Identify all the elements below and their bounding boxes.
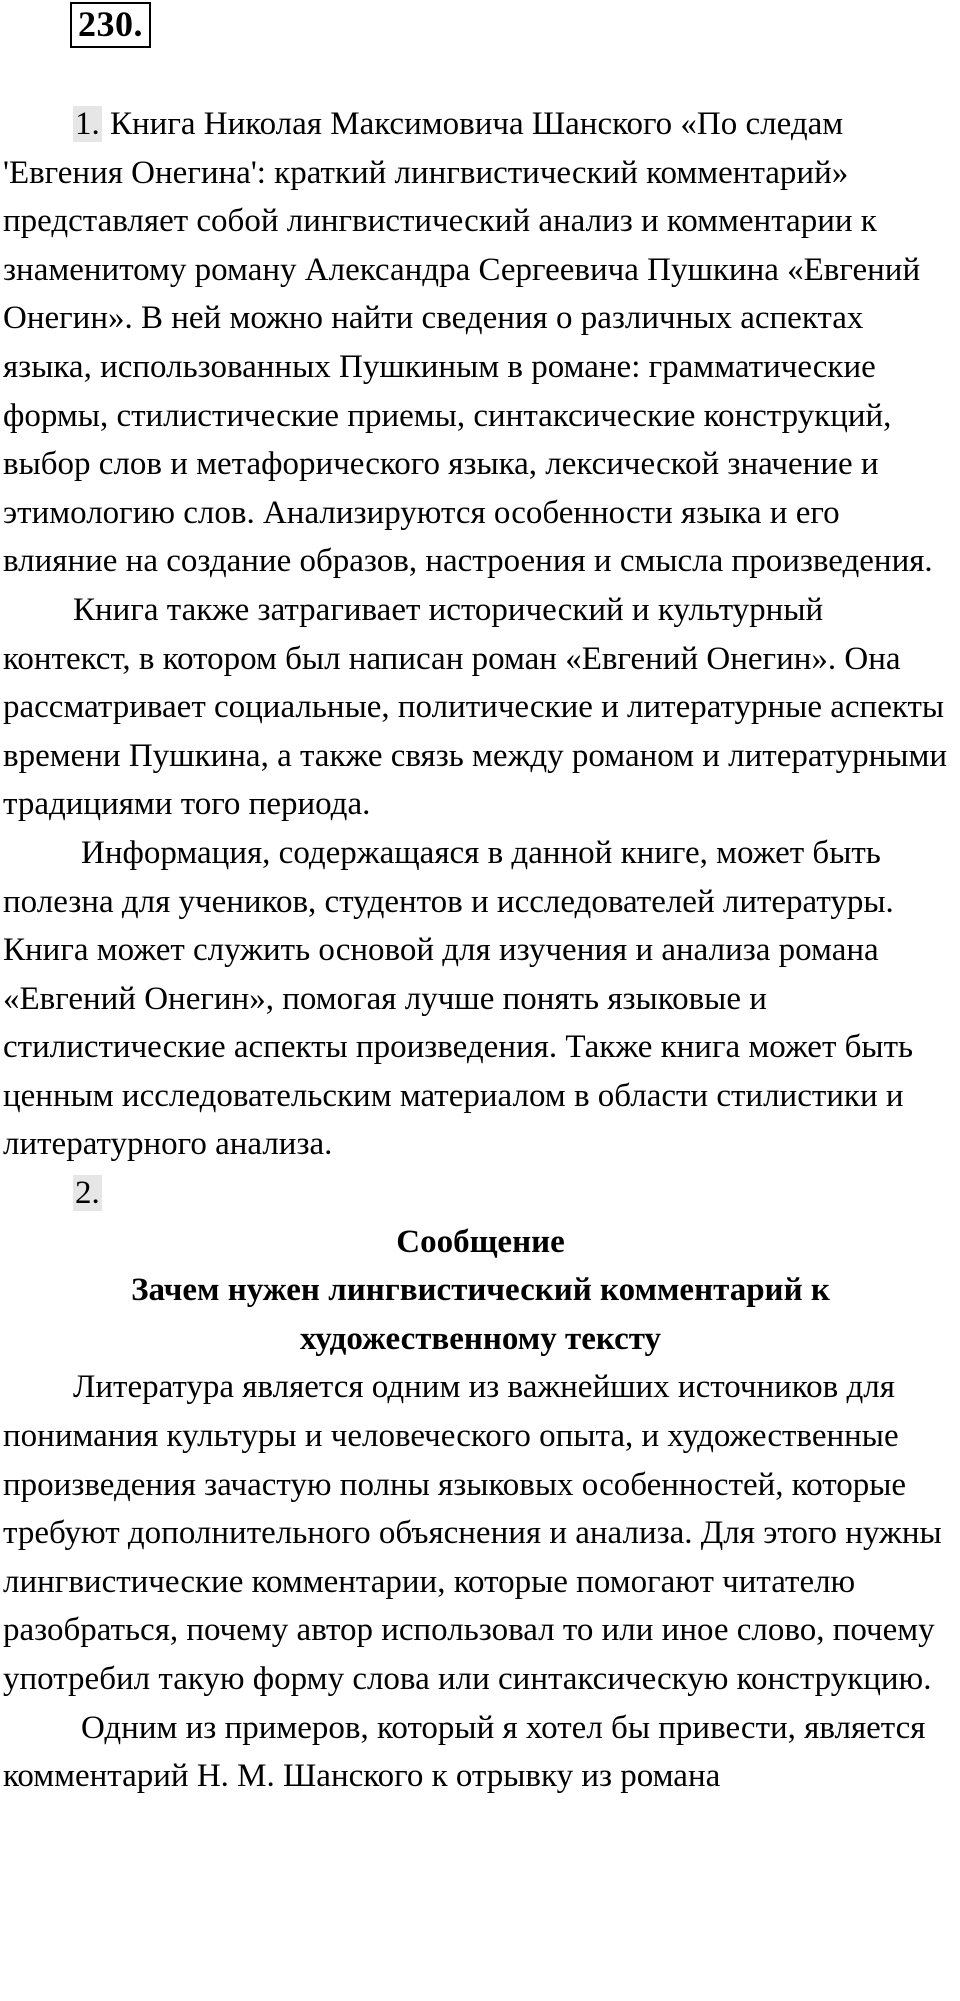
part2-title: Сообщение <box>396 1223 565 1260</box>
exercise-number-box: 230. <box>70 2 151 48</box>
part1-paragraph-2: Книга также затрагивает исторический и культурный контекст, в котором был написан роман «Евгений Онегин». Она рассматривает социальные, политические и литературные аспекты времени Пушкина, а также связь между романом и литературными традициями того периода. <box>3 591 948 823</box>
document-body <box>3 100 958 1801</box>
part1-paragraph-1-text: Книга Николая Максимовича Шанского «По следам 'Евгения Онегина': краткий лингвистический комментарий» представляет собой лингвистический анализ и комментарии к знаменитому роману Александра Сергеевича Пушкина «Евгений Онегин». В ней можно найти сведения о различных аспектах языка, использованных Пушкиным в романе: грамматические формы, стилистические приемы, синтаксические конструкций, выбор слов и метафорического языка, лексической значение и этимологию слов. Анализируются особенности языка и его влияние на создание образов, настроения и смысла произведения. <box>3 106 933 580</box>
part2-subtitle: Зачем нужен лингвистический комментарий к художественному тексту <box>131 1272 830 1357</box>
part2-paragraph-1: Литература является одним из важнейших источников для понимания культуры и человеческого опыта, и художественные произведения зачастую полны языковых особенностей, которые требуют дополнительного объяснения и анализа. Для этого нужны лингвистические комментарии, которые помогают читателю разобраться, почему автор использовал то или иное слово, почему употребил такую форму слова или синтаксическую конструкцию. <box>3 1369 942 1697</box>
part1-marker: 1. <box>75 106 100 142</box>
part2-paragraph-2: Одним из примеров, который я хотел бы привести, является комментарий Н. М. Шанского к отрывку из романа <box>3 1709 926 1795</box>
part2-marker: 2. <box>75 1175 100 1212</box>
part1-paragraph-3: Информация, содержащаяся в данной книге, может быть полезна для учеников, студентов и исследователей литературы. Книга может служить основой для изучения и анализа романа «Евгений Онегин», помогая лучше понять языковые и стилистические аспекты произведения. Также книга может быть ценным исследовательским материалом в области стилистики и литературного анализа. <box>3 834 914 1163</box>
part1-paragraph-1 <box>3 100 958 586</box>
part2-marker-line <box>3 1169 958 1218</box>
